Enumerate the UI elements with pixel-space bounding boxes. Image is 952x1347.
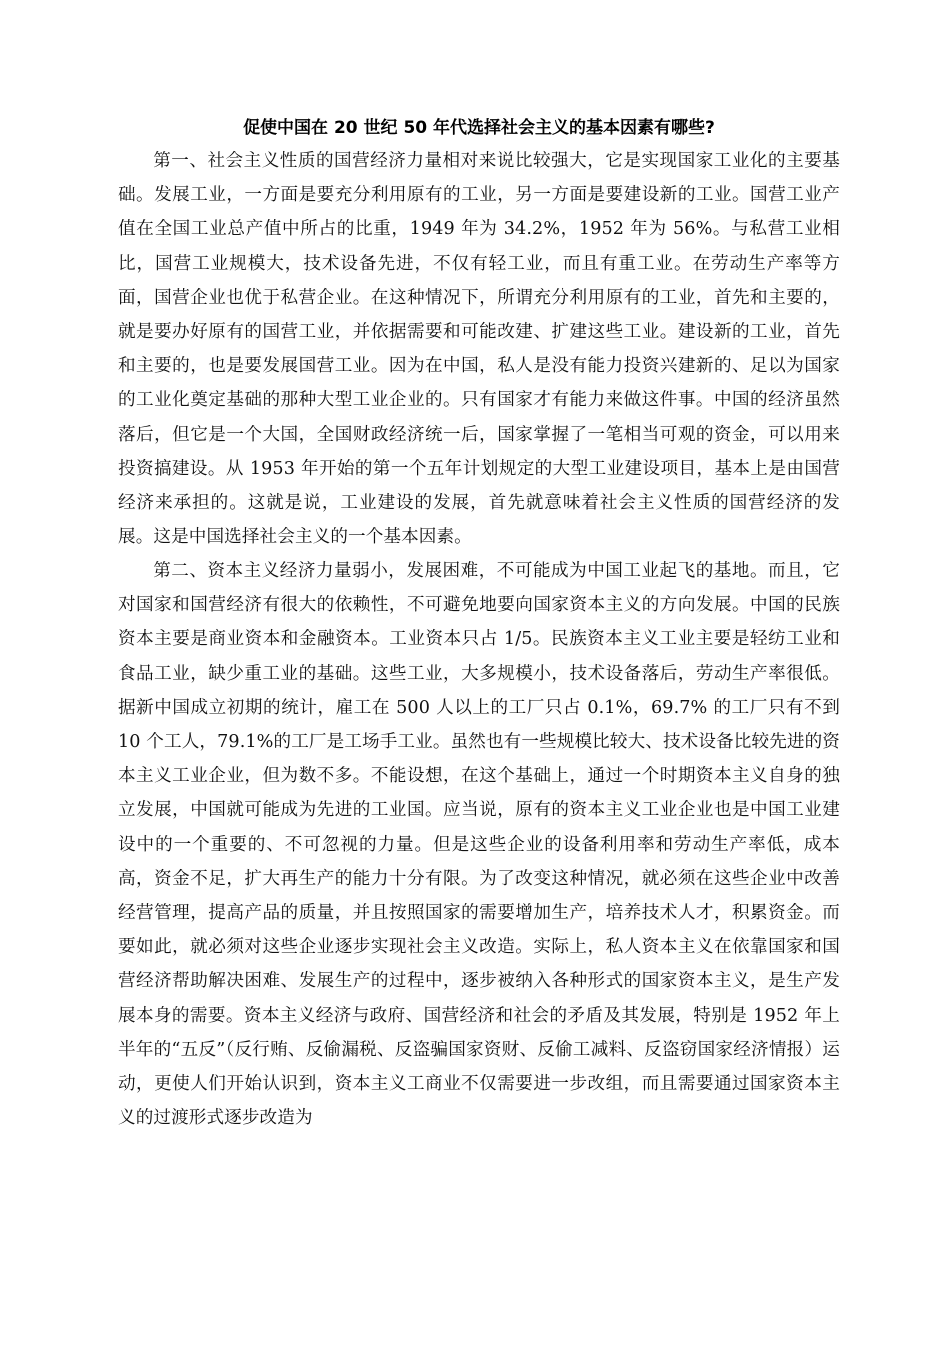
page-title: 促使中国在 20 世纪 50 年代选择社会主义的基本因素有哪些? [243, 118, 715, 138]
paragraph-2: 第二、资本主义经济力量弱小，发展困难，不可能成为中国工业起飞的基地。而且，它对国家和国营经济有很大的依赖性，不可避免地要向国家资本主义的方向发展。中国的民族资本主要是商业资本和金融资本。工业资本只占 1/5。民族资本主义工业主要是轻纺工业和食品工业，缺少重工业的基础。这些工业，大多规模小，技术设备落后，劳动生产率很低。据新中国成立初期的统计，雇工在 500 人以上的工厂只占 0.1%，69.7% 的工厂只有不到 10 个工人，79.1%的工厂是工场手工业。虽然也有一些规模比较大、技术设备比较先进的资本主义工业企业，但为数不多。不能设想，在这个基础上，通过一个时期资本主义自身的独立发展，中国就可能成为先进的工业国。应当说，原有的资本主义工业企业也是中国工业建设中的一个重要的、不可忽视的力量。但是这些企业的设备利用率和劳动生产率低，成本高，资金不足，扩大再生产的能力十分有限。为了改变这种情况，就必须在这些企业中改善经营管理，提高产品的质量，并且按照国家的需要增加生产，培养技术人才，积累资金。而要如此，就必须对这些企业逐步实现社会主义改造。实际上，私人资本主义在依靠国家和国营经济帮助解决困难、发展生产的过程中，逐步被纳入各种形式的国家资本主义，是生产发展本身的需要。资本主义经济与政府、国营经济和社会的矛盾及其发展，特别是 1952 年上半年的“五反”（反行贿、反偷漏税、反盗骗国家资财、反偷工减料、反盗窃国家经济情报）运动，更使人们开始认识到，资本主义工商业不仅需要进一步改组，而且需要通过国家资本主义的过渡形式逐步改造为 [118, 561, 840, 1129]
paragraph-1: 第一、社会主义性质的国营经济力量相对来说比较强大，它是实现国家工业化的主要基础。发展工业，一方面是要充分利用原有的工业，另一方面是要建设新的工业。国营工业产值在全国工业总产值中所占的比重，1949 年为 34.2%，1952 年为 56%。与私营工业相比，国营工业规模大，技术设备先进，不仅有轻工业，而且有重工业。在劳动生产率等方面，国营企业也优于私营企业。在这种情况下，所谓充分利用原有的工业，首先和主要的，就是要办好原有的国营工业，并依据需要和可能改建、扩建这些工业。建设新的工业，首先和主要的，也是要发展国营工业。因为在中国，私人是没有能力投资兴建新的、足以为国家的工业化奠定基础的那种大型工业企业的。只有国家才有能力来做这件事。中国的经济虽然落后，但它是一个大国，全国财政经济统一后，国家掌握了一笔相当可观的资金，可以用来投资搞建设。从 1953 年开始的第一个五年计划规定的大型工业建设项目，基本上是由国营经济来承担的。这就是说，工业建设的发展，首先就意味着社会主义性质的国营经济的发展。这是中国选择社会主义的一个基本因素。 [118, 151, 840, 548]
